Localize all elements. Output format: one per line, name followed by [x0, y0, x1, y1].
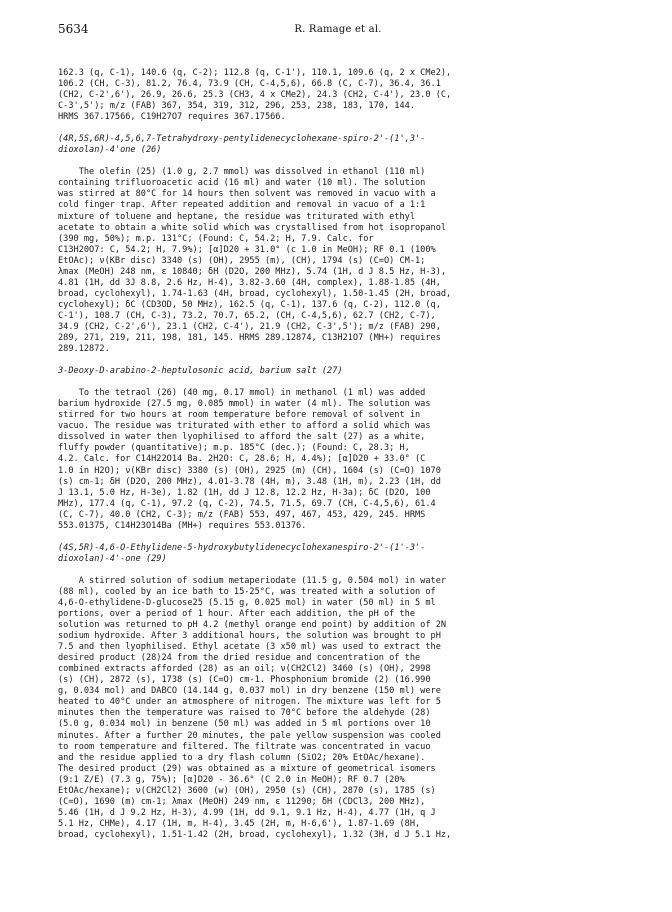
heading-line: dioxolan)-4'-one (29) [58, 553, 167, 564]
text-line: The olefin (25) (1.0 g, 2.7 mmol) was dissolved in ethanol (110 ml) [58, 167, 426, 178]
block-gap [58, 156, 624, 167]
text-line: (9:1 Z/E) (7.3 g, 75%); [α]D20 - 36.6° (C 2.0 in MeOH); RF 0.7 (20% [58, 774, 405, 785]
heading-line: 3-Deoxy-D-arabino-2-heptulosonic acid, barium salt (27) [58, 366, 343, 377]
text-line: EtOAc); ν(KBr disc) 3340 (s) (OH), 2955 (m), (CH), 1794 (s) (C=O) CM-1; [58, 255, 426, 266]
text-line: to room temperature and filtered. The filtrate was concentrated in vacuo [58, 741, 431, 752]
text-line: heated to 40°C under an atmosphere of nitrogen. The mixture was left for 5 [58, 697, 441, 708]
text-line: broad, cyclohexyl), 1.51-1.42 (2H, broad, cyclohexyl), 1.32 (3H, d J 5.1 Hz, [58, 829, 452, 840]
text-line: 5.46 (1H, d J 9.2 Hz, H-3), 4.99 (1H, dd 9.1, 9.1 Hz, H-4), 4.77 (1H, q J [58, 807, 436, 818]
text-line: cold finger trap. After repeated addition and removal in vacuo of a 1:1 [58, 200, 426, 211]
text-line: 106.2 (CH, C-3), 81.2, 76.4, 73.9 (CH, C-4,5,6), 66.8 (C, C-7), 36.4, 36.1 [58, 79, 441, 90]
text-line: C13H20O7: C, 54.2; H, 7.9%); [α]D20 + 31.0° (c 1.0 in MeOH); RF 0.1 (100% [58, 244, 436, 255]
text-line: fluffy powder (quantitative); m.p. 185°C (dec.); (Found: C, 28.3; H, [58, 443, 410, 454]
text-line: 5.1 Hz, CHMe), 4.17 (1H, m, H-4), 3.45 (2H, m, H-6,6'), 1.87-1.69 (8H, [58, 818, 421, 829]
text-line: barium hydroxide (27.5 mg, 0.085 mmol) in water (4 ml). The solution was [58, 399, 431, 410]
block-gap [58, 532, 624, 543]
block-gap [58, 123, 624, 134]
text-line: dissolved in water then lyophilised to afford the salt (27) as a white, [58, 432, 426, 443]
block-gap [58, 565, 624, 576]
text-line: and the residue applied to a dry flash column (SiO2; 20% EtOAc/hexane). [58, 752, 426, 763]
text-line: C-3',5'); m/z (FAB) 367, 354, 319, 312, 296, 253, 238, 183, 170, 144. [58, 101, 415, 112]
text-line: (88 ml), cooled by an ice bath to 15-25°C, was treated with a solution of [58, 586, 436, 597]
text-paragraph [58, 68, 624, 123]
text-line: stirred for two hours at room temperature before removal of solvent in [58, 410, 421, 421]
text-line: 289.12872. [58, 344, 110, 355]
compound-heading [58, 366, 624, 377]
text-line: containing trifluoroacetic acid (16 ml) and water (10 ml). The solution [58, 178, 426, 189]
text-line: cyclohexyl); δC (CD3OD, 50 MHz), 162.5 (q, C-1), 137.6 (q, C-2), 112.0 (q, [58, 299, 441, 310]
text-line: (s) (CH), 2872 (s), 1738 (s) (C=O) cm-1. Phosphonium bromide (2) (16.990 [58, 675, 431, 686]
text-line: (s) cm-1; δH (D2O, 200 MHz), 4.01-3.78 (4H, m), 3.48 (1H, m), 2.23 (1H, dd [58, 476, 441, 487]
text-line: portions, over a period of 1 hour. After each addition, the pH of the [58, 609, 415, 620]
text-line: λmax (MeOH) 248 nm, ε 10840; δH (D2O, 200 MHz), 5.74 (1H, d J 8.5 Hz, H-3), [58, 266, 447, 277]
text-paragraph [58, 167, 624, 355]
text-line: (C, C-7), 40.0 (CH2, C-3); m/z (FAB) 553, 497, 467, 453, 429, 245. HRMS [58, 509, 426, 520]
text-line: 7.5 and then lyophilised. Ethyl acetate (3 x50 ml) was used to extract the [58, 642, 441, 653]
text-line: 289, 271, 219, 211, 198, 181, 145. HRMS 289.12874, C13H21O7 (MH+) requires [58, 333, 441, 344]
text-line: solution was returned to pH 4.2 (methyl orange end point) by addition of 2N [58, 620, 447, 631]
text-line: 1.0 in H2O); ν(KBr disc) 3380 (s) (OH), 2925 (m) (CH), 1604 (s) (C=O) 1070 [58, 465, 441, 476]
text-line: To the tetraol (26) (40 mg, 0.17 mmol) in methanol (1 ml) was added [58, 388, 426, 399]
block-gap [58, 355, 624, 366]
block-gap [58, 377, 624, 388]
text-line: combined extracts afforded (28) as an oil; ν(CH2Cl2) 3460 (s) (OH), 2998 [58, 664, 431, 675]
text-line: EtOAc/hexane); ν(CH2Cl2) 3600 (w) (OH), 2950 (s) (CH), 2870 (s), 1785 (s) [58, 785, 436, 796]
text-line: J 13.1, 5.0 Hz, H-3e), 1.82 (1H, dd J 12.8, 12.2 Hz, H-3a); δC (D2O, 100 [58, 487, 431, 498]
article-body [58, 68, 624, 841]
text-line: (5.0 g, 0.034 mol) in benzene (50 ml) was added in 5 ml portions over 10 [58, 719, 431, 730]
text-line: 4,6-O-ethylidene-D-glucose25 (5.15 g, 0.025 mol) in water (50 ml) in 5 ml [58, 597, 436, 608]
page-header [58, 22, 618, 40]
running-head: R. Ramage et al. [294, 24, 382, 35]
text-line: MHz), 177.4 (q, C-1), 97.2 (q, C-2), 74.5, 71.5, 69.7 (CH, C-4,5,6), 61.4 [58, 498, 436, 509]
text-paragraph [58, 576, 624, 841]
text-line: minutes. After a further 20 minutes, the pale yellow suspension was cooled [58, 730, 441, 741]
compound-heading [58, 134, 624, 156]
text-line: acetate to obtain a white solid which was crystallised from hot isopropanol [58, 222, 447, 233]
text-line: g, 0.034 mol) and DABCO (14.144 g, 0.037 mol) in dry benzene (150 ml) were [58, 686, 441, 697]
text-line: vacuo. The residue was triturated with ether to afford a solid which was [58, 421, 431, 432]
compound-heading [58, 543, 624, 565]
text-line: C-1'), 108.7 (CH, C-3), 73.2, 70.7, 65.2, (CH, C-4,5,6), 62.7 (CH2, C-7), [58, 310, 436, 321]
text-line: desired product (28)24 from the dried residue and concentration of the [58, 653, 421, 664]
page-number: 5634 [58, 22, 89, 36]
heading-line: dioxolan)-4'one (26) [58, 145, 162, 156]
text-line: minutes then the temperature was raised to 70°C before the aldehyde (28) [58, 708, 431, 719]
text-line: A stirred solution of sodium metaperiodate (11.5 g, 0.504 mol) in water [58, 575, 447, 586]
text-line: The desired product (29) was obtained as a mixture of geometrical isomers [58, 763, 436, 774]
text-line: 553.01375, C14H23O14Ba (MH+) requires 553.01376. [58, 520, 307, 531]
text-line: was stirred at 80°C for 14 hours then solvent was removed in vacuo with a [58, 189, 436, 200]
text-line: (CH2, C-2',6'), 26.9, 26.6, 25.3 (CH3, 4 x CMe2), 24.3 (CH2, C-4'), 23.0 (C, [58, 90, 452, 101]
text-line: sodium hydroxide. After 3 additional hours, the solution was brought to pH [58, 631, 441, 642]
text-line: (C=O), 1690 (m) cm-1; λmax (MeOH) 249 nm, ε 11290; δH (CDCl3, 200 MHz), [58, 796, 426, 807]
text-line: mixture of toluene and heptane, the residue was triturated with ethyl [58, 211, 415, 222]
text-line: broad, cyclohexyl), 1.74-1.63 (4H, broad, cyclohexyl), 1.50-1.45 (2H, broad, [58, 288, 452, 299]
text-line: 4.81 (1H, dd 3J 8.8, 2.6 Hz, H-4), 3.82-3.60 (4H, complex), 1.88-1.85 (4H, [58, 277, 441, 288]
heading-line: (4S,5R)-4,6-O-Ethylidene-5-hydroxybutylidenecyclohexanespiro-2'-(1'-3'- [58, 542, 426, 553]
heading-line: (4R,5S,6R)-4,5,6,7-Tetrahydroxy-pentylidenecyclohexane-spiro-2'-(1',3'- [58, 134, 426, 145]
text-line: (390 mg, 50%); m.p. 131°C; (Found: C, 54.2; H, 7.9. Calc. for [58, 233, 374, 244]
text-line: 4.2. Calc. for C14H22O14 Ba. 2H2O: C, 28.6; H, 4.4%); [α]D20 + 33.0° (C [58, 454, 426, 465]
text-line: HRMS 367.17566, C19H27O7 requires 367.17566. [58, 112, 286, 123]
text-line: 162.3 (q, C-1), 140.6 (q, C-2); 112.8 (q, C-1'), 110.1, 109.6 (q, 2 x CMe2), [58, 68, 452, 78]
text-line: 34.9 (CH2, C-2',6'), 23.1 (CH2, C-4'), 21.9 (CH2, C-3',5'); m/z (FAB) 290, [58, 321, 441, 332]
text-paragraph [58, 388, 624, 532]
